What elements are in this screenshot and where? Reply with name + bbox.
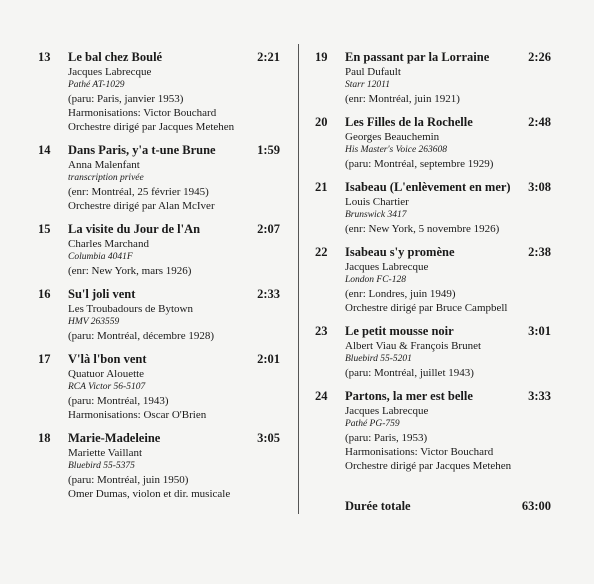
track-credit-line: Louis Chartier <box>345 196 409 208</box>
total-duration: 63:00 <box>521 499 551 513</box>
total-label: Durée totale <box>345 499 411 513</box>
track-title-row <box>345 245 551 260</box>
track-duration: 3:01 <box>528 324 551 338</box>
track-number: 23 <box>315 324 328 338</box>
track-duration: 2:07 <box>257 222 280 236</box>
track-entry <box>38 50 280 134</box>
right-tracks-container <box>315 50 551 473</box>
track-credit-line: (paru: Montréal, décembre 1928) <box>68 330 214 342</box>
track-credit-line: Paul Dufault <box>345 66 401 78</box>
track-credit-line: Les Troubadours de Bytown <box>68 303 193 315</box>
track-title-row <box>68 352 280 367</box>
track-number: 16 <box>38 287 51 301</box>
track-title-row <box>345 115 551 130</box>
track-entry <box>315 389 551 473</box>
track-title: Su'l joli vent <box>68 287 136 301</box>
track-title: En passant par la Lorraine <box>345 50 490 64</box>
track-credit-line: Mariette Vaillant <box>68 447 143 459</box>
track-duration: 2:21 <box>257 50 280 64</box>
track-number: 13 <box>38 50 51 64</box>
track-title: Marie-Madeleine <box>68 431 161 445</box>
record-label-number: RCA Victor 56-5107 <box>68 382 146 392</box>
track-details <box>68 287 280 343</box>
track-credit-line: (paru: Paris, janvier 1953) <box>68 93 184 105</box>
track-title: La visite du Jour de l'An <box>68 222 201 236</box>
record-label-number: London FC-128 <box>345 275 406 285</box>
track-credit-line: Quatuor Alouette <box>68 368 145 380</box>
track-credit-line: (paru: Paris, 1953) <box>345 432 428 444</box>
track-number: 21 <box>315 180 328 194</box>
track-details <box>345 389 551 473</box>
track-credit-line: Orchestre dirigé par Bruce Campbell <box>345 302 508 314</box>
track-details <box>68 352 280 422</box>
track-credit-line: Omer Dumas, violon et dir. musicale <box>68 488 231 500</box>
track-duration: 2:38 <box>528 245 551 259</box>
column-divider <box>298 44 299 514</box>
track-title-row <box>345 180 551 195</box>
record-label-number: Pathé PG-759 <box>345 419 400 429</box>
track-duration: 1:59 <box>257 143 280 157</box>
track-number: 18 <box>38 431 51 445</box>
track-title: Le petit mousse noir <box>345 324 454 338</box>
track-title-row <box>68 287 280 302</box>
track-entry <box>38 222 280 278</box>
track-details <box>345 324 551 380</box>
track-credit-line: Jacques Labrecque <box>345 261 429 273</box>
track-credit-line: (paru: Montréal, septembre 1929) <box>345 158 494 170</box>
track-title: Dans Paris, y'a t-une Brune <box>68 143 216 157</box>
track-entry <box>38 143 280 213</box>
track-entry <box>38 431 280 501</box>
track-details <box>68 431 280 501</box>
record-label-number: Starr 12011 <box>345 80 390 90</box>
track-number: 17 <box>38 352 51 366</box>
track-title: Le bal chez Boulé <box>68 50 163 64</box>
record-label-number: Brunswick 3417 <box>345 210 407 220</box>
track-details <box>345 245 551 315</box>
track-number: 19 <box>315 50 328 64</box>
track-details <box>68 50 280 134</box>
track-credit-line: Jacques Labrecque <box>345 405 429 417</box>
track-credit-line: Albert Viau & François Brunet <box>345 340 482 352</box>
track-number: 20 <box>315 115 328 129</box>
track-title-row <box>345 50 551 65</box>
track-details <box>345 115 551 171</box>
track-entry <box>315 180 551 236</box>
track-number: 24 <box>315 389 328 403</box>
track-duration: 2:48 <box>528 115 551 129</box>
track-entry <box>315 50 551 106</box>
record-label-number: Pathé AT-1029 <box>68 80 125 90</box>
track-number: 14 <box>38 143 51 157</box>
track-number: 22 <box>315 245 328 259</box>
track-duration: 2:26 <box>528 50 551 64</box>
track-credit-line: (enr: New York, mars 1926) <box>68 265 192 277</box>
track-credit-line: (enr: Londres, juin 1949) <box>345 288 456 300</box>
track-credit-line: Orchestre dirigé par Alan McIver <box>68 200 215 212</box>
track-duration: 3:33 <box>528 389 551 403</box>
track-title-row <box>68 431 280 446</box>
track-credit-line: (enr: New York, 5 novembre 1926) <box>345 223 500 235</box>
track-entry <box>315 115 551 171</box>
track-credit-line: Georges Beauchemin <box>345 131 440 143</box>
track-title-row <box>68 222 280 237</box>
track-entry <box>315 245 551 315</box>
track-duration: 3:08 <box>528 180 551 194</box>
track-title: V'là l'bon vent <box>68 352 147 366</box>
track-title: Les Filles de la Rochelle <box>345 115 473 129</box>
track-title-row <box>345 389 551 404</box>
track-details <box>68 143 280 213</box>
track-credit-line: Harmonisations: Oscar O'Brien <box>68 409 207 421</box>
track-title-row <box>68 143 280 158</box>
track-details <box>68 222 280 278</box>
track-credit-line: Orchestre dirigé par Jacques Metehen <box>68 121 235 133</box>
track-credit-line: (paru: Montréal, juin 1950) <box>68 474 189 486</box>
track-list-left <box>38 50 280 510</box>
track-title: Isabeau (L'enlèvement en mer) <box>345 180 511 194</box>
track-credit-line: (enr: Montréal, 25 février 1945) <box>68 186 209 198</box>
track-entry <box>315 324 551 380</box>
record-label-number: HMV 263559 <box>68 317 120 327</box>
record-label-number: His Master's Voice 263608 <box>345 145 448 155</box>
record-label-number: Bluebird 55-5375 <box>68 461 135 471</box>
record-label-number: Columbia 4041F <box>68 252 133 262</box>
track-entry <box>38 287 280 343</box>
record-label-number: transcription privée <box>68 173 144 183</box>
track-credit-line: (enr: Montréal, juin 1921) <box>345 93 460 105</box>
track-list-right <box>315 50 551 514</box>
track-duration: 2:33 <box>257 287 280 301</box>
record-label-number: Bluebird 55-5201 <box>345 354 412 364</box>
track-credit-line: (paru: Montréal, 1943) <box>68 395 169 407</box>
track-credit-line: Orchestre dirigé par Jacques Metehen <box>345 460 512 472</box>
track-details <box>345 180 551 236</box>
track-credit-line: Harmonisations: Victor Bouchard <box>68 107 217 119</box>
total-duration-row <box>345 499 551 514</box>
track-credit-line: Anna Malenfant <box>68 159 140 171</box>
track-number: 15 <box>38 222 51 236</box>
track-duration: 3:05 <box>257 431 280 445</box>
track-title-row <box>68 50 280 65</box>
track-title-row <box>345 324 551 339</box>
track-credit-line: Harmonisations: Victor Bouchard <box>345 446 494 458</box>
track-credit-line: Jacques Labrecque <box>68 66 152 78</box>
track-credit-line: Charles Marchand <box>68 238 149 250</box>
track-entry <box>38 352 280 422</box>
track-title: Isabeau s'y promène <box>345 245 455 259</box>
track-credit-line: (paru: Montréal, juillet 1943) <box>345 367 474 379</box>
track-duration: 2:01 <box>257 352 280 366</box>
track-title: Partons, la mer est belle <box>345 389 473 403</box>
track-details <box>345 50 551 106</box>
